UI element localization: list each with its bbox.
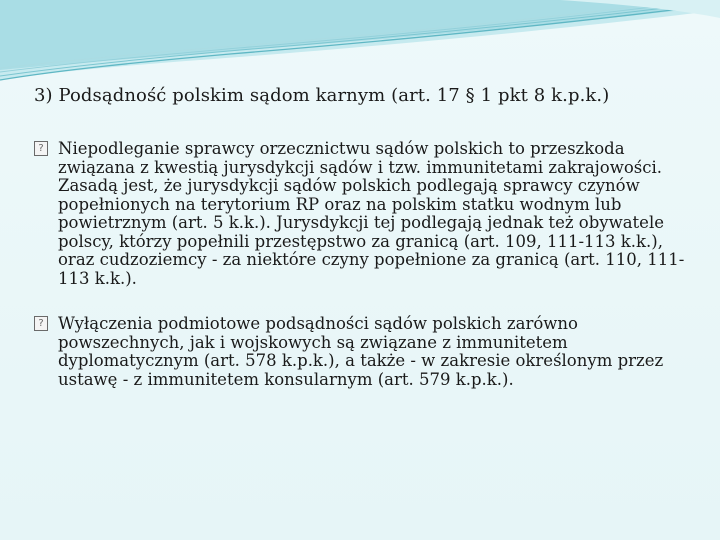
bullet-list (34, 140, 694, 416)
missing-glyph-icon: ? (34, 316, 48, 331)
bullet-item (34, 315, 694, 389)
slide-title: 3) Podsądność polskim sądom karnym (art. 17 § 1 pkt 8 k.p.k.) (34, 85, 610, 106)
missing-glyph-icon: ? (34, 141, 48, 156)
bullet-text: Wyłączenia podmiotowe podsądności sądów polskich zarówno powszechnych, jak i wojskowych są związane z immunitetem dyplomatycznym (art. 578 k.p.k.), a także - w zakresie określonym przez ustawę - z immunitetem konsularnym (art. 579 k.p.k.). (58, 314, 664, 389)
decorative-wave-header (0, 0, 720, 90)
bullet-text: Niepodleganie sprawcy orzecznictwu sądów polskich to przeszkoda związana z kwestią jurysdykcji sądów i tzw. immunitetami zakrajowości. Zasadą jest, że jurysdykcji sądów polskich podlegają sprawcy czynów popełnionych na terytorium RP oraz na polskim statku wodnym lub powietrznym (art. 5 k.k.). Jurysdykcji tej podlegają jednak też obywatele polscy, którzy popełnili przestępstwo za granicą (art. 109, 111-113 k.k.), oraz cudzoziemcy - za niektóre czyny popełnione za granicą (art. 110, 111-113 k.k.). (58, 139, 685, 288)
bullet-item (34, 140, 694, 288)
